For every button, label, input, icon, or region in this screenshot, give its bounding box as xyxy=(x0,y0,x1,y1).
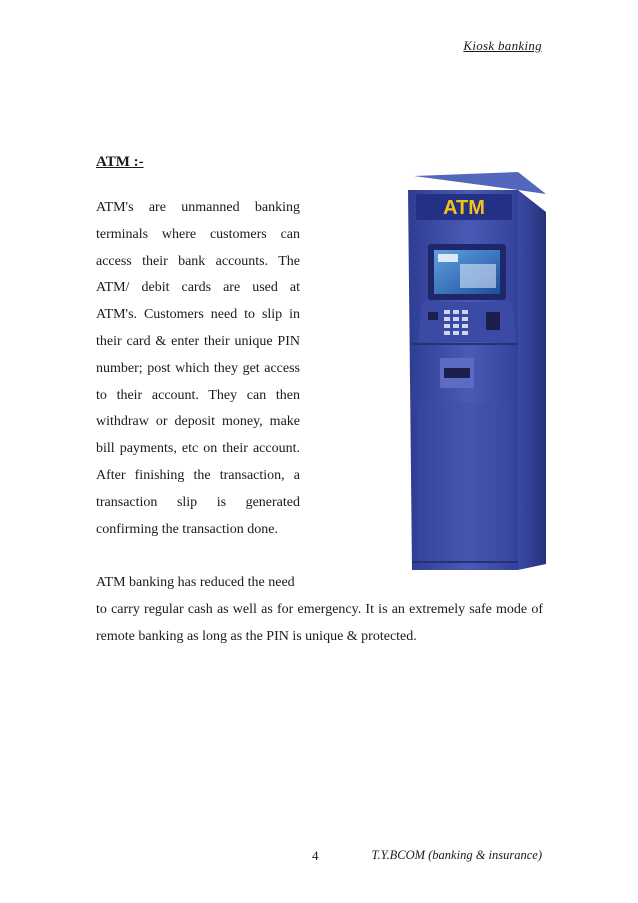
section-heading: ATM :- xyxy=(96,154,144,170)
page-number: 4 xyxy=(312,848,319,863)
atm-description-paragraph: ATM's are unmanned banking terminals where customers can access their bank accounts. The ATM/ debit cards are used at ATM's. Customers need to slip in their card & enter their unique PIN number; post which they get access to their account. They can then withdraw or deposit money, make bill payments, etc on their account. After finishing the transaction, a transaction slip is generated confirming the transaction done. xyxy=(96,200,300,537)
atm-sign-text: ATM xyxy=(443,197,485,219)
benefits-remaining-text: to carry regular cash as well as for emergency. It is an extremely safe mode of remote banking as long as the PIN is unique & protected. xyxy=(96,602,543,644)
running-header: Kiosk banking xyxy=(463,38,542,53)
benefits-first-line: ATM banking has reduced the need xyxy=(96,575,295,590)
running-footer-course: T.Y.BCOM (banking & insurance) xyxy=(371,848,542,862)
atm-machine-image xyxy=(398,172,550,570)
atm-benefits-paragraph xyxy=(96,569,543,650)
